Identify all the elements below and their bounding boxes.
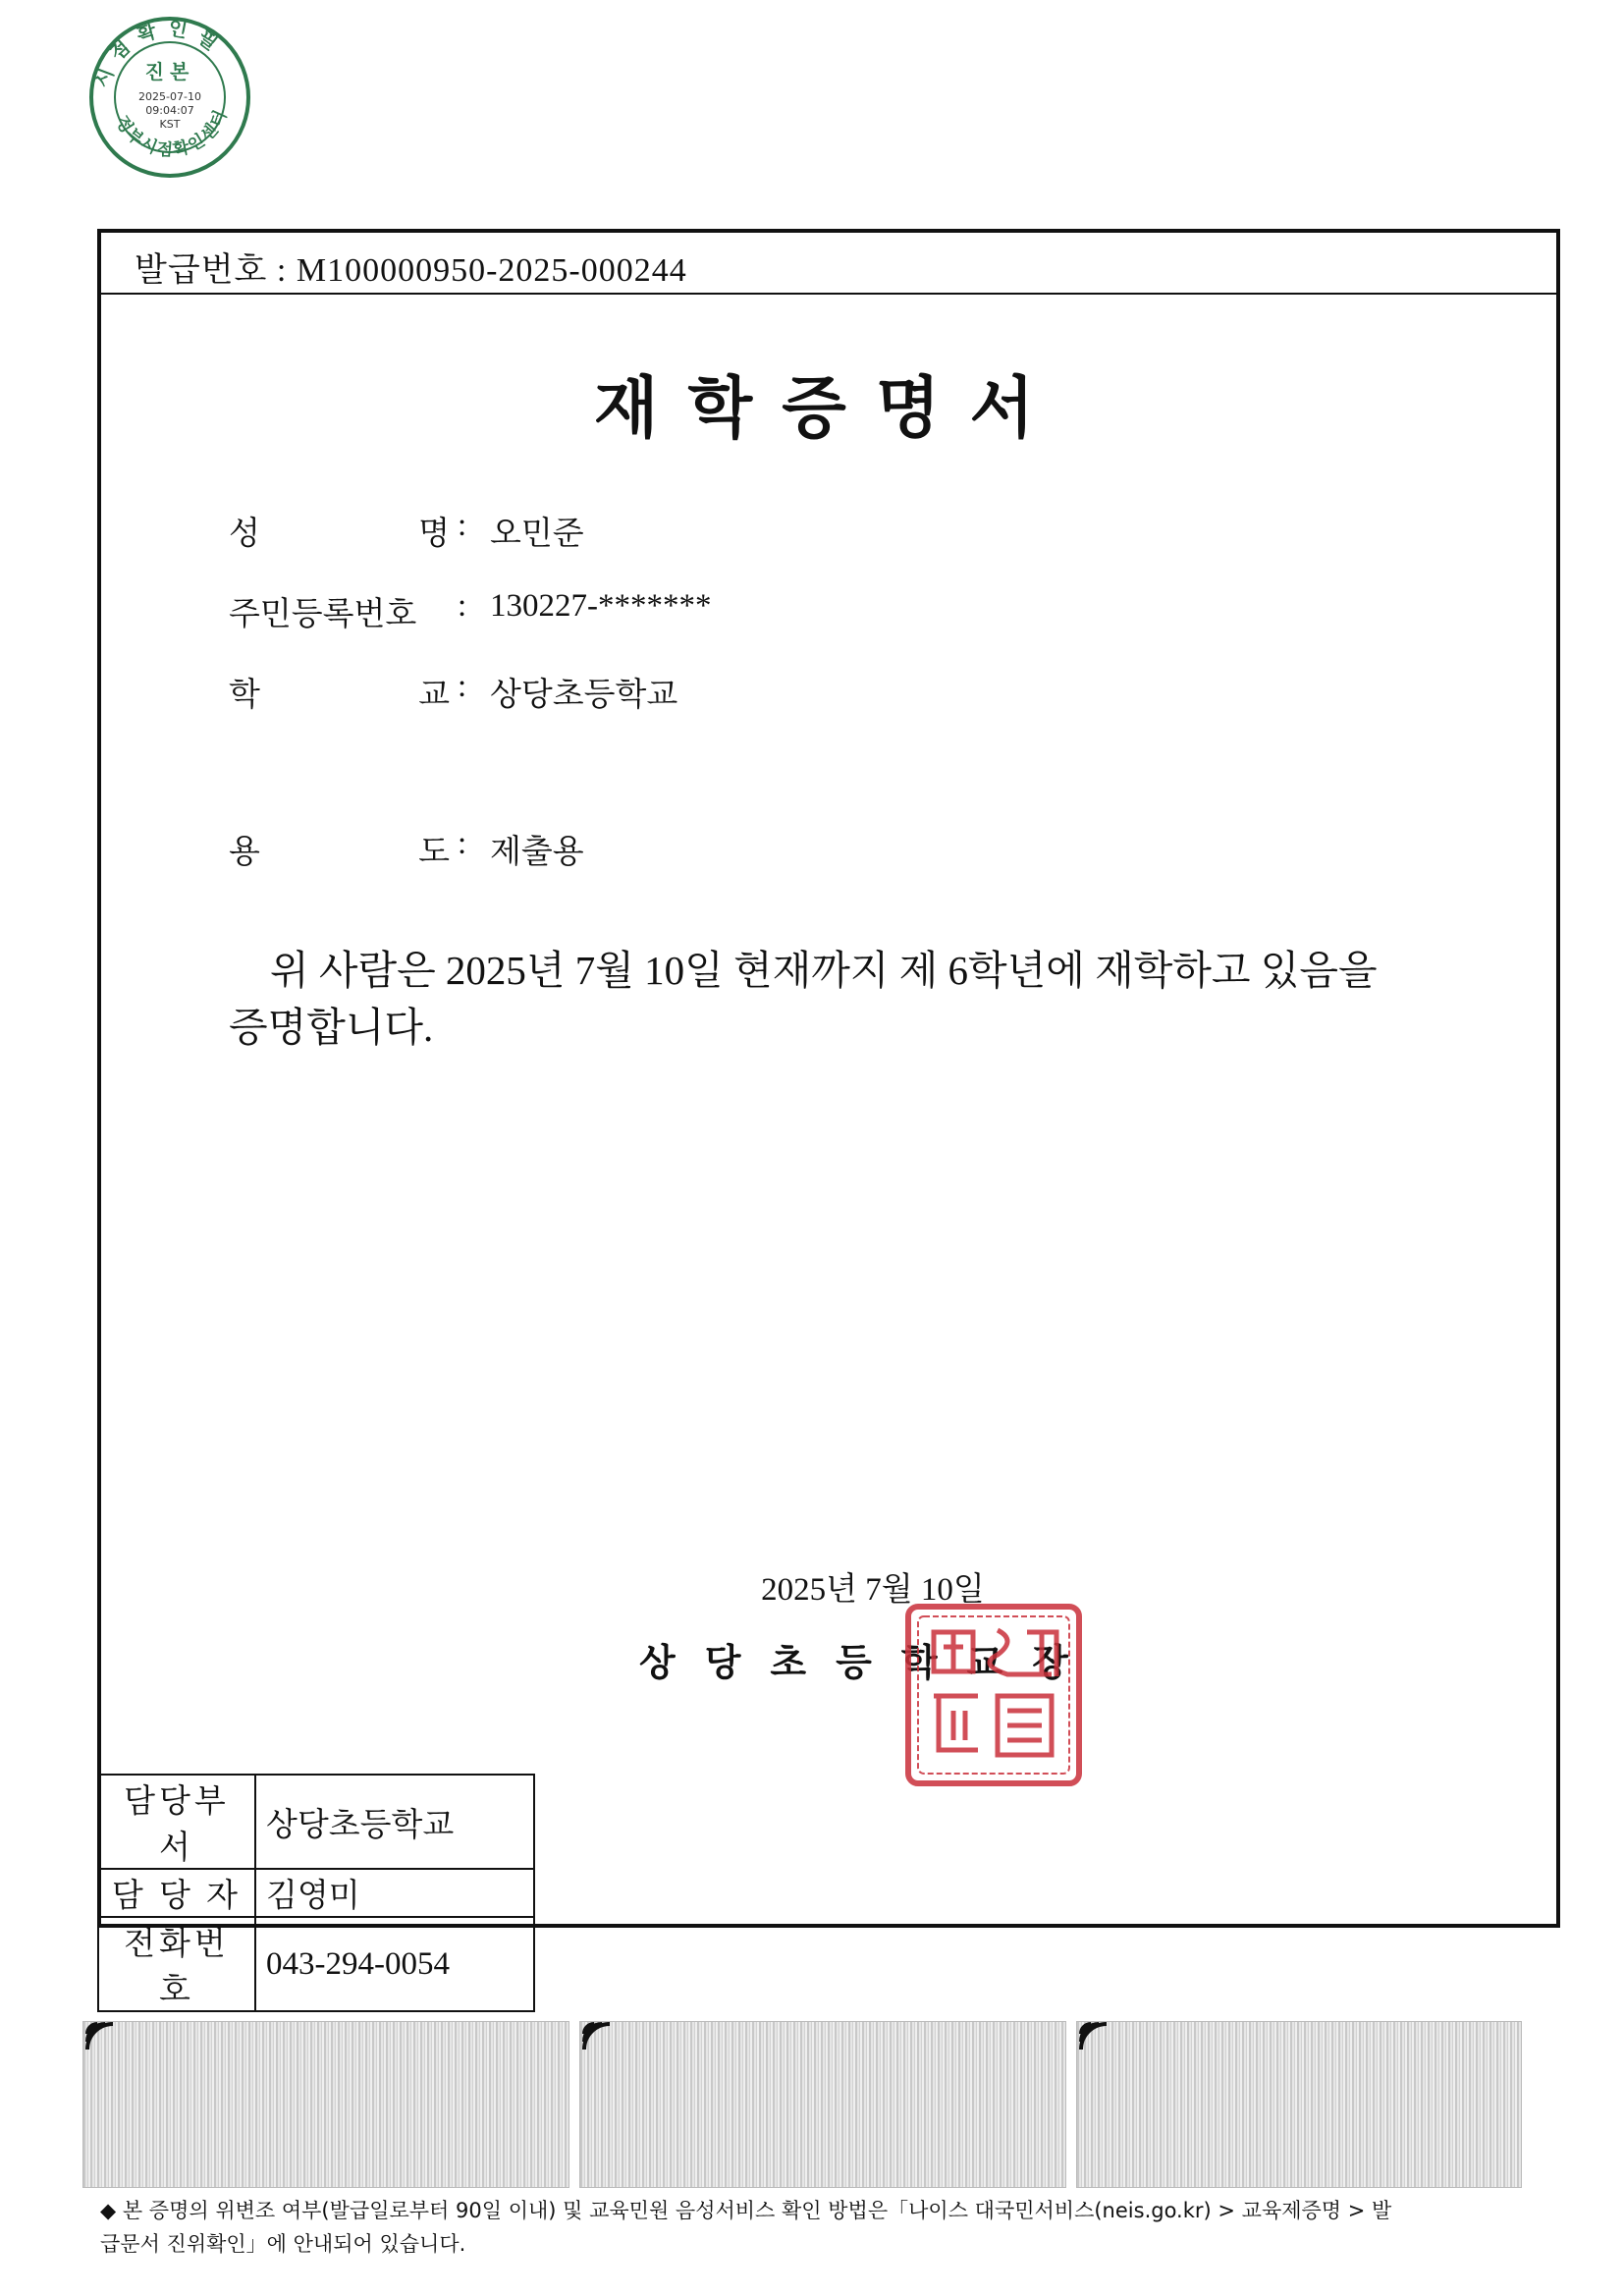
seal-center: 진본 <box>144 60 195 83</box>
statement-line-1: 위 사람은 2025년 7월 10일 현재까지 제 6학년에 재학하고 있음을 <box>270 948 1378 993</box>
field-resident-number-label: 주민등록번호 <box>229 597 417 632</box>
field-purpose-value: 제출용 <box>490 835 584 870</box>
field-name-label-2: 명 <box>418 517 450 552</box>
footer-line-1: ◆ 본 증명의 위변조 여부(발급일로부터 90일 이내) 및 교육민원 음성서비스 확인 방법은「나이스 대국민서비스(neis.go.kr) > 교육제증명 > 발 <box>100 2199 1392 2222</box>
seal-ring-text: 시점확인필 <box>89 15 231 91</box>
field-purpose-label-1: 용 <box>229 835 260 870</box>
field-school-value: 상당초등학교 <box>490 678 678 713</box>
seal-date: 2025-07-10 <box>138 90 201 103</box>
field-name-label-1: 성 <box>229 517 260 552</box>
issue-number: M100000950-2025-000244 <box>296 252 687 289</box>
barcode-corner-icon <box>582 2022 622 2061</box>
verification-barcode-1 <box>82 2021 569 2188</box>
contact-row <box>98 1869 534 1917</box>
issue-date: 2025년 7월 10일 <box>761 1572 985 1608</box>
field-purpose: 용 도 : 제출용 <box>229 826 584 870</box>
contact-value: 김영미 <box>255 1869 534 1917</box>
seal-tz: KST <box>159 118 181 131</box>
footer-line-2: 급문서 진위확인」에 안내되어 있습니다. <box>100 2232 466 2256</box>
certificate-frame <box>97 229 1560 2008</box>
contact-row <box>98 1775 534 1869</box>
field-resident-number-value: 130227-******* <box>490 588 712 624</box>
contact-table <box>97 1774 535 2012</box>
field-purpose-label-2: 도 <box>418 835 450 870</box>
school-official-seal <box>904 1603 1083 1787</box>
field-school: 학 교 : 상당초등학교 <box>229 669 678 713</box>
field-resident-number: 주민등록번호 : 130227-******* <box>229 588 712 632</box>
field-name: 성 명 : 오민준 <box>229 508 584 552</box>
verification-barcode-3 <box>1076 2021 1522 2188</box>
statement-line-2: 증명합니다. <box>229 1005 434 1050</box>
issue-number-label: 발급번호 <box>135 252 268 289</box>
document-title: 재학증명서 <box>593 370 1064 448</box>
contact-value: 043-294-0054 <box>255 1917 534 2011</box>
footer-notice <box>100 2194 1534 2261</box>
field-name-value: 오민준 <box>490 517 584 552</box>
contact-row <box>98 1917 534 2011</box>
barcode-corner-icon <box>1079 2022 1118 2061</box>
issue-number-bar: 발급번호 : M100000950-2025-000244 <box>101 233 1556 295</box>
verification-barcode-2 <box>579 2021 1066 2188</box>
barcode-corner-icon <box>85 2022 125 2061</box>
contact-value: 상당초등학교 <box>255 1775 534 1869</box>
seal-time: 09:04:07 <box>145 104 194 117</box>
field-school-label-2: 교 <box>418 678 450 713</box>
principal-title: 상당초등학교장 <box>639 1641 1098 1684</box>
field-school-label-1: 학 <box>229 678 260 713</box>
certification-statement <box>229 942 1535 1056</box>
verification-seal <box>86 14 253 181</box>
contact-key: 담당부서 <box>98 1775 255 1869</box>
seal-org-text: 정부시점확인센터 <box>111 105 233 161</box>
contact-key: 전화번호 <box>98 1917 255 2011</box>
contact-key: 담 당 자 <box>98 1869 255 1917</box>
